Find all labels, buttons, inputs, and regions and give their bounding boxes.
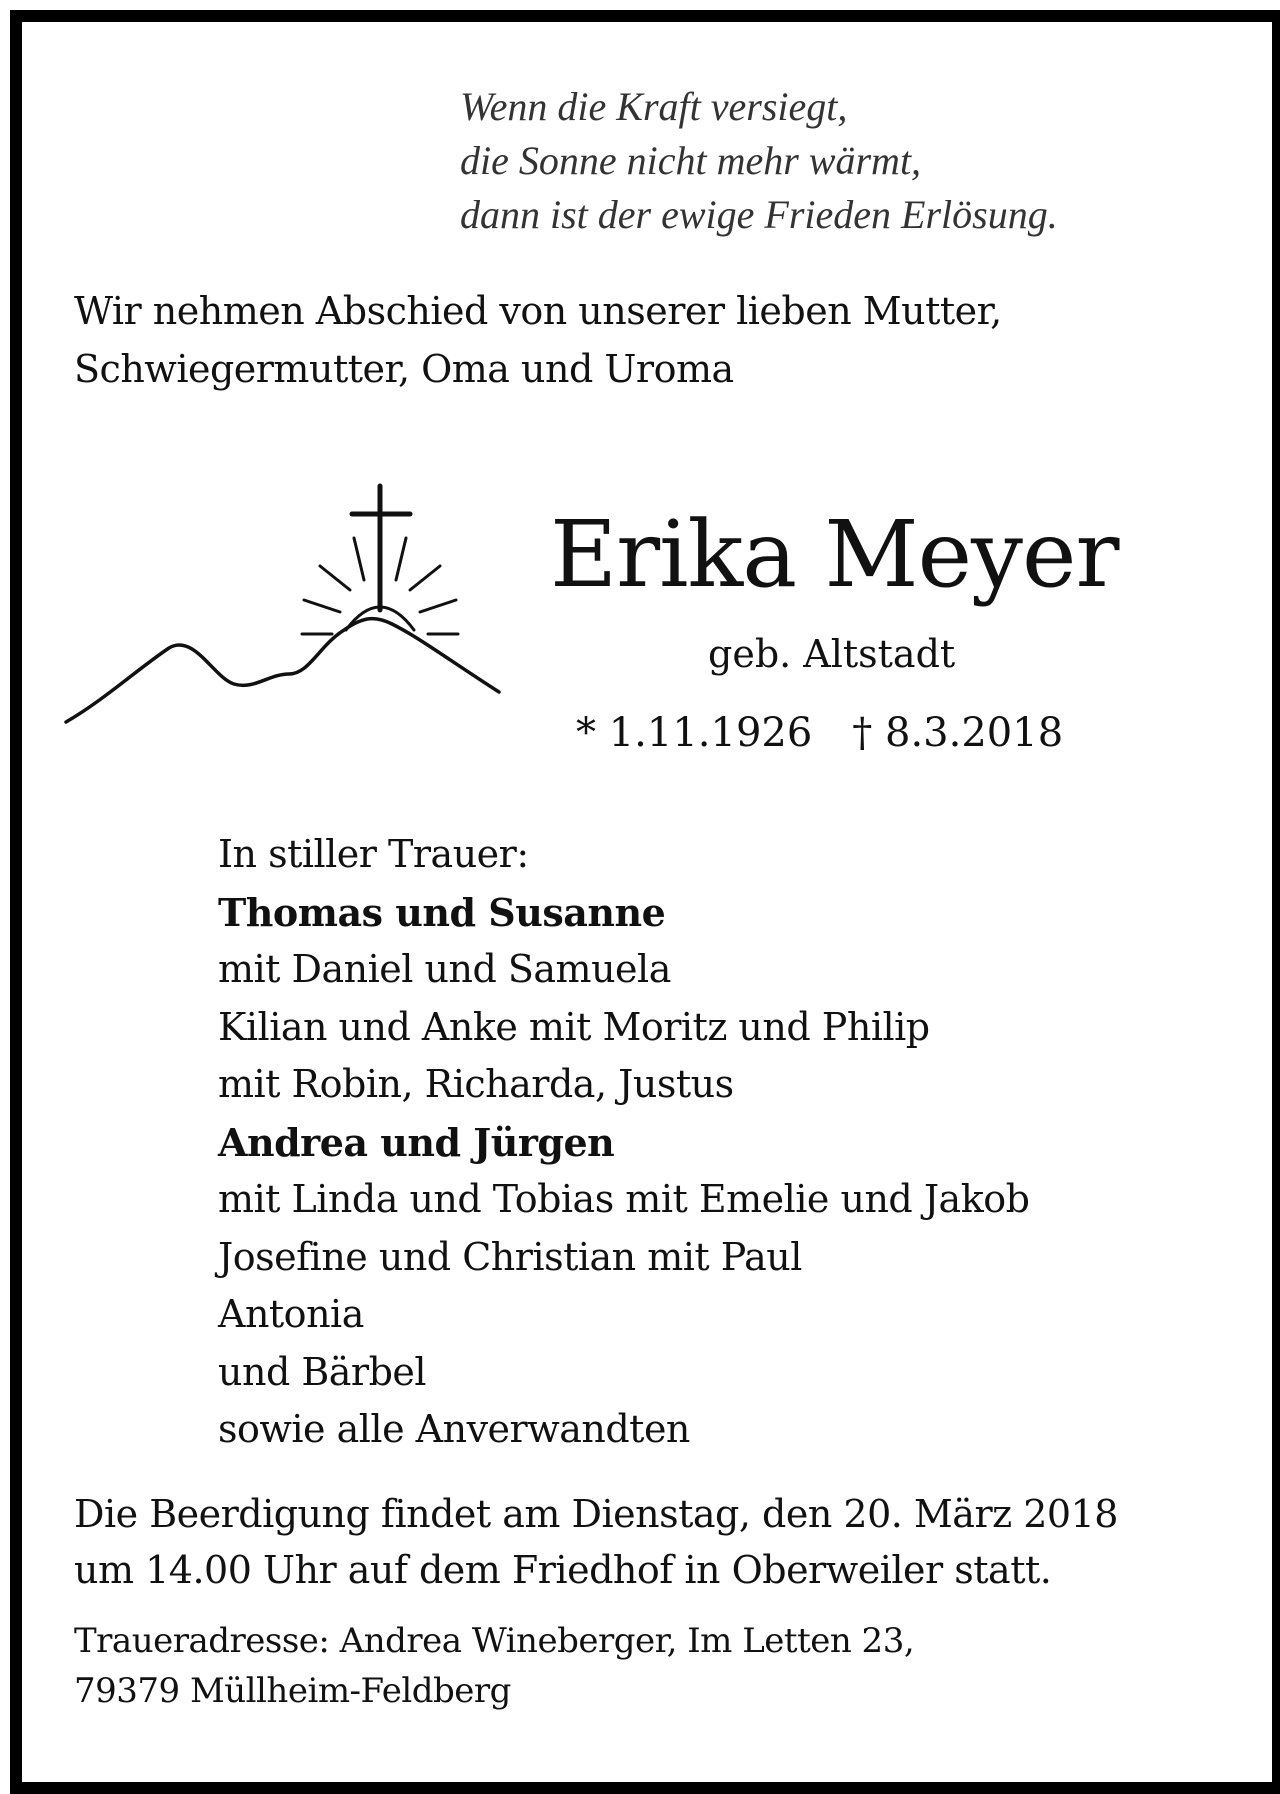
mourner-family-name: Andrea und Jürgen [218, 1119, 615, 1165]
maiden-name: geb. Altstadt [708, 632, 956, 676]
mourner-line: mit Daniel und Samuela [218, 947, 671, 991]
mourner-line: Antonia [218, 1292, 364, 1336]
life-dates [576, 706, 1063, 760]
mourners-list [218, 826, 1029, 1459]
funeral-line: Die Beerdigung findet am Dienstag, den 20. März 2018 [74, 1492, 1118, 1536]
mourner-line: sowie alle Anverwandten [218, 1407, 690, 1451]
mourner-line: und Bärbel [218, 1349, 427, 1394]
intro-line: Schwiegermutter, Oma und Uroma [74, 347, 734, 391]
quote-line: Wenn die Kraft versiegt, [460, 84, 848, 129]
mourner-line: Josefine und Christian mit Paul [218, 1234, 802, 1279]
death-date: † 8.3.2018 [852, 710, 1064, 756]
cross-mountain-sun-icon [64, 478, 514, 738]
mourner-line: Kilian und Anke mit Moritz und Philip [218, 1004, 930, 1049]
farewell-intro [74, 282, 1002, 398]
quote-line: dann ist der ewige Frieden Erlösung. [460, 192, 1058, 237]
funeral-line: um 14.00 Uhr auf dem Friedhof in Oberweiler statt. [74, 1548, 1052, 1592]
funeral-notice [74, 1486, 1118, 1598]
mourning-address [74, 1616, 914, 1716]
mourner-line: mit Linda und Tobias mit Emelie und Jakob [218, 1177, 1030, 1221]
intro-line: Wir nehmen Abschied von unserer lieben Mutter, [74, 289, 1002, 333]
mourner-family-name: Thomas und Susanne [218, 889, 666, 935]
address-line: 79379 Müllheim-Feldberg [74, 1671, 511, 1711]
mourner-line: mit Robin, Richarda, Justus [218, 1062, 734, 1106]
address-line: Traueradresse: Andrea Wineberger, Im Letten 23, [74, 1621, 915, 1661]
epigraph-quote [460, 80, 1058, 242]
birth-date: * 1.11.1926 [576, 710, 813, 756]
deceased-name: Erika Meyer [550, 501, 1119, 608]
mourner-lines [218, 884, 1029, 1459]
mourners-heading: In stiller Trauer: [218, 832, 529, 876]
quote-line: die Sonne nicht mehr wärmt, [460, 138, 922, 183]
